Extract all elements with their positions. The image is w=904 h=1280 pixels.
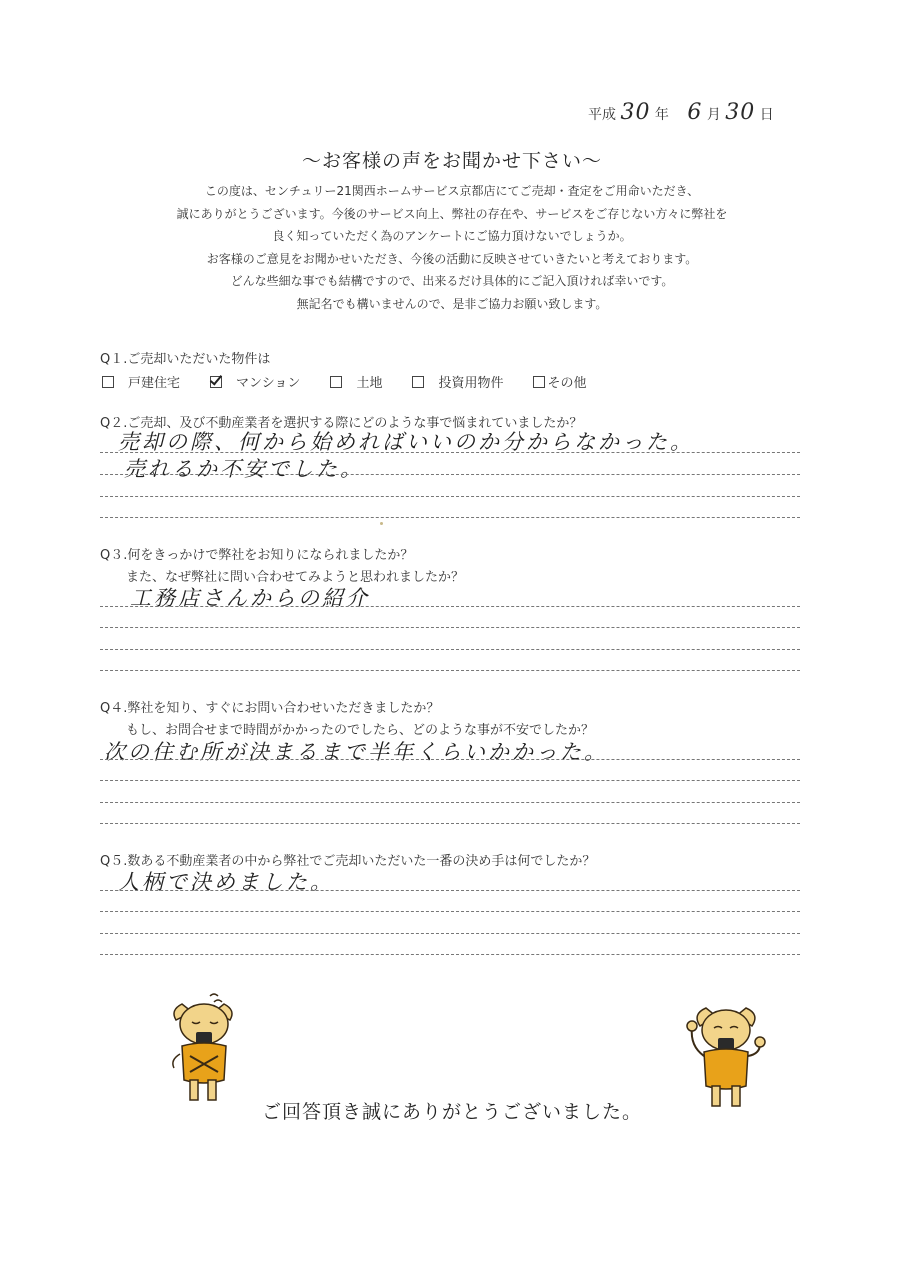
answer-rule (100, 823, 800, 824)
q1-options (102, 372, 616, 391)
answer-rule (100, 780, 800, 781)
checkbox-unchecked[interactable] (330, 376, 342, 388)
option-label: 土地 (356, 376, 383, 391)
q1-option-house[interactable] (102, 372, 180, 391)
q2-answer-line-2: 売れるか不安でした。 (124, 457, 364, 481)
option-label: その他 (547, 376, 587, 391)
paper-speck (380, 522, 383, 525)
answer-rule (100, 911, 800, 912)
answer-rule (100, 649, 800, 650)
checkbox-unchecked[interactable] (102, 376, 114, 388)
q1-option-other[interactable] (533, 372, 586, 391)
q4-question: Q４.弊社を知り、すぐにお問い合わせいただきましたか？ (100, 701, 440, 716)
answer-rule (100, 802, 800, 803)
date-year-label: 年 (654, 107, 669, 123)
answer-rule (100, 933, 800, 934)
answer-rule (100, 954, 800, 955)
date-day: 30 (725, 100, 756, 125)
date-year: 30 (620, 100, 651, 125)
date-day-label: 日 (759, 107, 774, 123)
page-title: ～お客様の声をお聞かせ下さい～ (301, 150, 602, 172)
q2-question: Q２.ご売却、及び不動産業者を選択する際にどのような事で悩まれていましたか？ (100, 416, 583, 431)
q2-answer-line-1: 売却の際、何から始めればいいのか分からなかった。 (118, 430, 694, 454)
date-era-label: 平成 (588, 107, 616, 123)
q3-subquestion: また、なぜ弊社に問い合わせてみようと思われましたか？ (126, 570, 465, 585)
intro-line: 無記名でも構いませんので、是非ご協力お願い致します。 (296, 296, 608, 311)
q1-option-investment[interactable] (412, 372, 503, 391)
q1-option-land[interactable] (330, 372, 382, 391)
answer-rule (100, 890, 800, 891)
checkbox-unchecked[interactable] (412, 376, 424, 388)
answer-rule (100, 670, 800, 671)
q4-answer-line-1: 次の住む所が決まるまで半年くらいかかった。 (104, 740, 608, 764)
intro-line: 誠にありがとうございます。今後のサービス向上、弊社の存在や、サービスをご存じない方々に弊社を (176, 206, 728, 221)
answer-rule (100, 496, 800, 497)
intro-line: 良く知っていただく為のアンケートにご協力頂けないでしょうか。 (272, 229, 632, 243)
date-month-label: 月 (706, 107, 721, 123)
intro-text (120, 180, 784, 315)
q5-answer-line-1: 人柄で決めました。 (118, 870, 334, 894)
answer-rule (100, 452, 800, 453)
checkbox-checked[interactable] (210, 376, 222, 388)
q4-subquestion: もし、お問合せまで時間がかかったのでしたら、どのような事が不安でしたか？ (126, 723, 595, 738)
survey-date (588, 100, 774, 125)
date-month: 6 (687, 100, 703, 125)
dog-mascot-cheering-icon (676, 998, 776, 1113)
dog-mascot-bowing-icon (160, 990, 250, 1105)
q1-option-mansion[interactable] (210, 372, 300, 391)
intro-line: お客様のご意見をお聞かせいただき、今後の活動に反映させていきたいと考えております。 (206, 251, 698, 266)
q1-question: Q１.ご売却いただいた物件は (100, 352, 271, 367)
intro-line: この度は、センチュリー21関西ホームサービス京都店にてご売却・査定をご用命いただき、 (204, 184, 700, 198)
option-label: 戸建住宅 (128, 376, 181, 391)
answer-rule (100, 627, 800, 628)
checkbox-unchecked[interactable] (533, 376, 545, 388)
q3-question: Q３.何をきっかけで弊社をお知りになられましたか？ (100, 548, 414, 563)
answer-rule (100, 606, 800, 607)
answer-rule (100, 759, 800, 760)
q5-question: Q５.数ある不動産業者の中から弊社でご売却いただいた一番の決め手は何でしたか？ (100, 854, 596, 869)
option-label: 投資用物件 (438, 376, 504, 391)
q3-answer-line-1: 工務店さんからの紹介 (130, 586, 370, 610)
option-label: マンション (236, 376, 301, 391)
intro-line: どんな些細な事でも結構ですので、出来るだけ具体的にご記入頂ければ幸いです。 (230, 274, 674, 288)
answer-rule (100, 474, 800, 475)
closing-thanks: ご回答頂き誠にありがとうございました。 (261, 1101, 642, 1123)
answer-rule (100, 517, 800, 518)
